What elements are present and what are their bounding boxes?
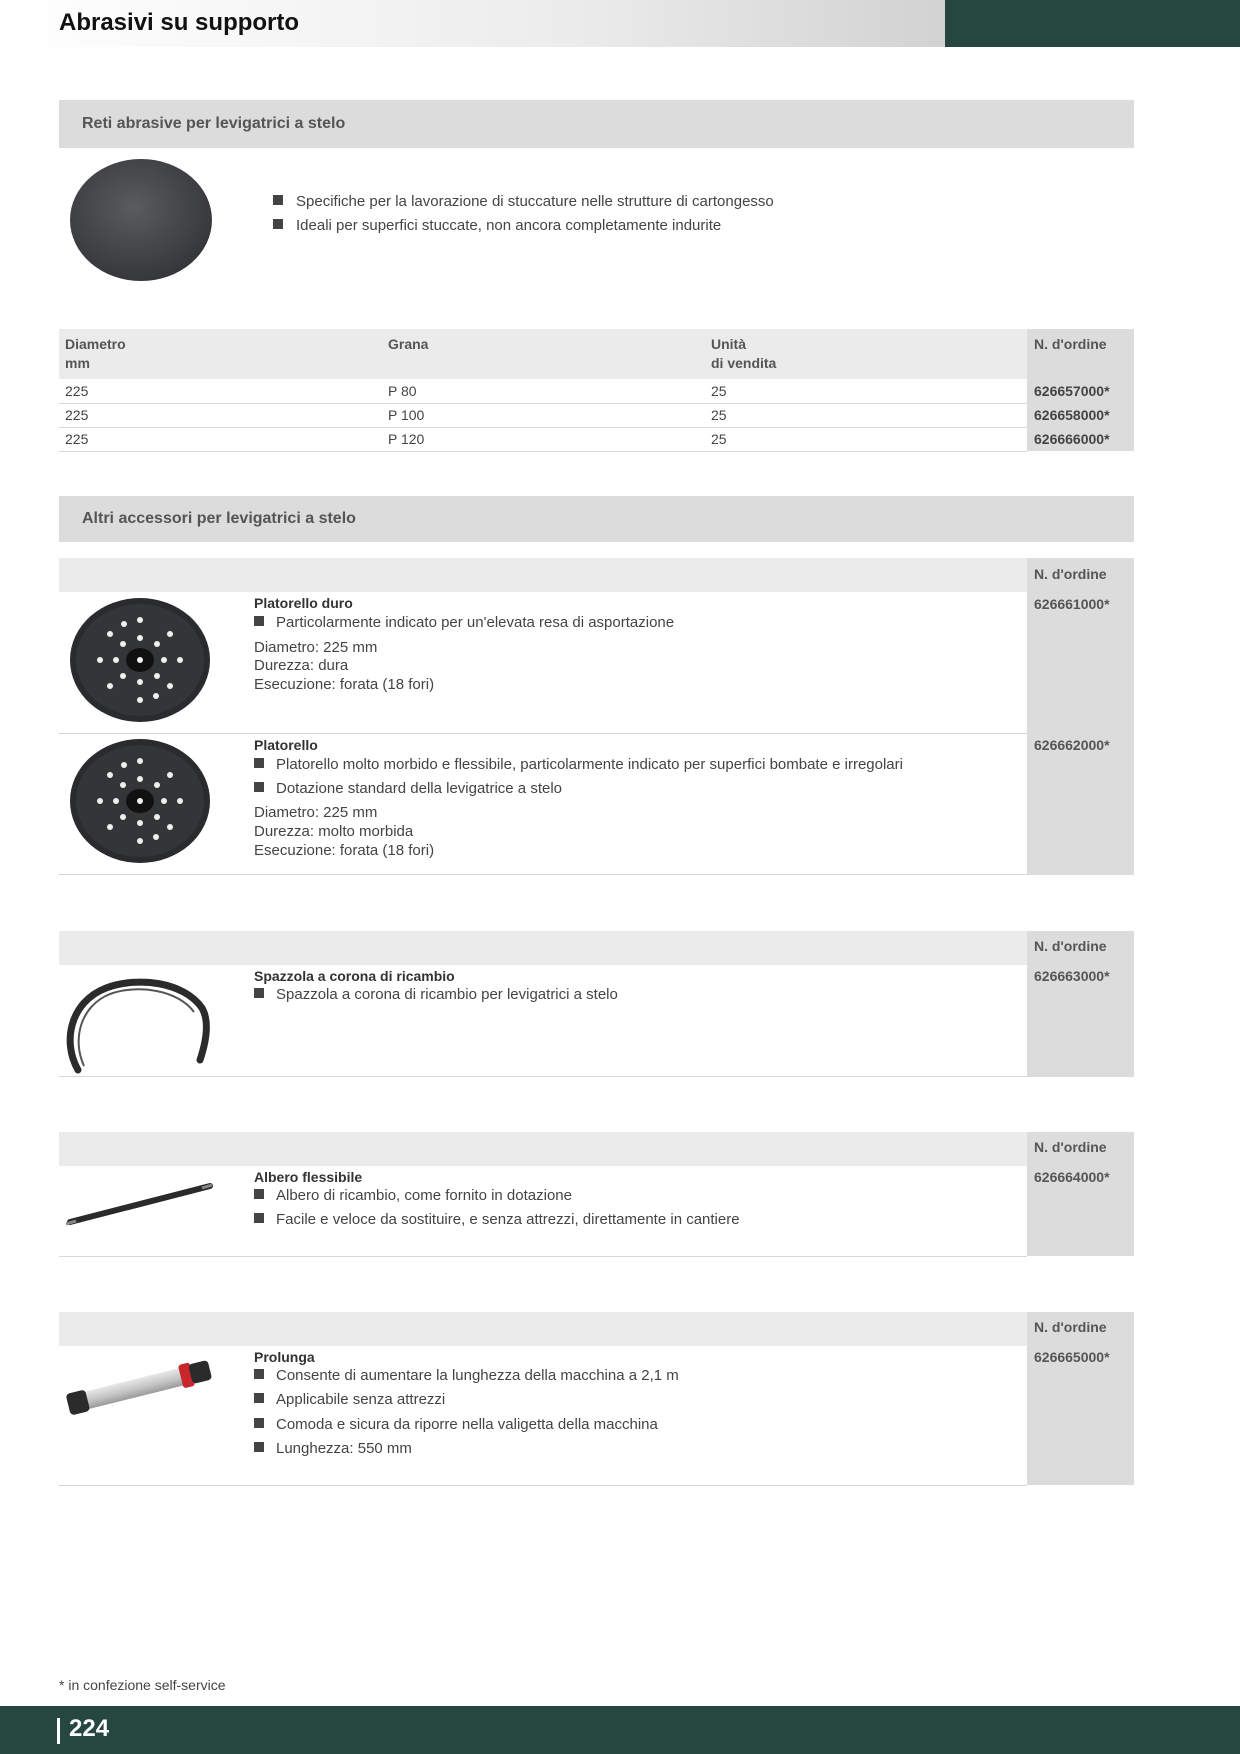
- product-spec: Diametro: 225 mm: [254, 804, 378, 821]
- hard-pad-image: [68, 596, 212, 724]
- bullet-square-icon: [254, 988, 264, 998]
- cell-diameter: 225: [65, 407, 89, 423]
- cell-unit: 25: [711, 407, 727, 423]
- ring-brush-image: [66, 972, 212, 1074]
- header-accent-block: [945, 0, 1240, 47]
- product-table-header: [59, 558, 1027, 592]
- cell-order: 626666000*: [1034, 431, 1110, 447]
- product-spec: Esecuzione: forata (18 fori): [254, 676, 435, 693]
- cell-unit: 25: [711, 383, 727, 399]
- flexible-shaft-image: [64, 1176, 214, 1230]
- order-number-column: [1027, 1312, 1134, 1485]
- product-spec: Durezza: dura: [254, 657, 349, 674]
- cell-order: 626658000*: [1034, 407, 1110, 423]
- row-divider: [59, 1256, 1027, 1257]
- product-bullet: Facile e veloce da sostituire, e senza attrezzi, direttamente in cantiere: [254, 1211, 740, 1228]
- product-bullet: Platorello molto morbido e flessibile, particolarmente indicato per superfici bombate e irregolari: [254, 756, 903, 773]
- product-name: Albero flessibile: [254, 1169, 363, 1185]
- row-divider: [59, 1485, 1027, 1486]
- bullet-square-icon: [254, 616, 264, 626]
- cell-unit: 25: [711, 431, 727, 447]
- bullet-square-icon: [273, 195, 283, 205]
- section1-bullet-1: Specifiche per la lavorazione di stuccature nelle strutture di cartongesso: [273, 193, 774, 210]
- page-number-divider: [57, 1718, 60, 1744]
- order-column-label: N. d'ordine: [1034, 938, 1107, 954]
- extension-image: [64, 1356, 216, 1418]
- cell-order: 626657000*: [1034, 383, 1110, 399]
- bullet-square-icon: [273, 219, 283, 229]
- bullet-square-icon: [254, 782, 264, 792]
- product-bullet: Applicabile senza attrezzi: [254, 1391, 445, 1408]
- row-divider: [59, 874, 1027, 875]
- abrasive-net-image: [68, 157, 214, 283]
- footnote: * in confezione self-service: [59, 1677, 226, 1693]
- col-header-diameter: Diametro mm: [65, 336, 126, 371]
- section-title: Altri accessori per levigatrici a stelo: [82, 510, 356, 527]
- col-header-grain: Grana: [388, 336, 429, 352]
- order-number: 626664000*: [1034, 1169, 1110, 1185]
- product-bullet: Consente di aumentare la lunghezza della macchina a 2,1 m: [254, 1367, 679, 1384]
- order-column-label: N. d'ordine: [1034, 1139, 1107, 1155]
- product-spec: Diametro: 225 mm: [254, 639, 378, 656]
- product-name: Spazzola a corona di ricambio: [254, 968, 455, 984]
- product-name: Platorello: [254, 737, 318, 753]
- order-column-label: N. d'ordine: [1034, 566, 1107, 582]
- product-bullet: Particolarmente indicato per un'elevata resa di asportazione: [254, 614, 674, 631]
- bullet-square-icon: [254, 1189, 264, 1199]
- bullet-square-icon: [254, 1393, 264, 1403]
- row-divider: [59, 427, 1027, 428]
- col-header-order: N. d'ordine: [1034, 336, 1107, 352]
- product-bullet: Spazzola a corona di ricambio per levigatrici a stelo: [254, 986, 618, 1003]
- order-number: 626661000*: [1034, 596, 1110, 612]
- cell-diameter: 225: [65, 383, 89, 399]
- product-spec: Durezza: molto morbida: [254, 823, 414, 840]
- bullet-square-icon: [254, 1213, 264, 1223]
- bullet-square-icon: [254, 1418, 264, 1428]
- cell-grain: P 80: [388, 383, 417, 399]
- section-bar-other-accessories: [59, 496, 1134, 542]
- product-table-header: [59, 1312, 1027, 1346]
- col-header-unit: Unità di vendita: [711, 336, 777, 371]
- bullet-square-icon: [254, 1369, 264, 1379]
- product-spec: Esecuzione: forata (18 fori): [254, 842, 435, 859]
- section1-bullet-2: Ideali per superfici stuccate, non ancora completamente indurite: [273, 217, 721, 234]
- product-table-header: [59, 1132, 1027, 1166]
- order-number: 626662000*: [1034, 737, 1110, 753]
- row-divider: [59, 403, 1027, 404]
- page-number: 224: [69, 1715, 110, 1742]
- product-bullet: Albero di ricambio, come fornito in dotazione: [254, 1187, 572, 1204]
- order-number: 626665000*: [1034, 1349, 1110, 1365]
- section-bar-abrasive-nets: [59, 100, 1134, 148]
- row-divider: [59, 451, 1027, 452]
- product-table-header: [59, 931, 1027, 965]
- soft-pad-image: [68, 737, 212, 865]
- order-column-label: N. d'ordine: [1034, 1319, 1107, 1335]
- product-bullet: Dotazione standard della levigatrice a stelo: [254, 780, 562, 797]
- cell-diameter: 225: [65, 431, 89, 447]
- cell-grain: P 120: [388, 431, 425, 447]
- order-number: 626663000*: [1034, 968, 1110, 984]
- footer-band: [0, 1706, 1240, 1754]
- bullet-square-icon: [254, 758, 264, 768]
- product-name: Platorello duro: [254, 595, 353, 611]
- page-title: Abrasivi su supporto: [59, 9, 300, 36]
- row-divider: [59, 1076, 1027, 1077]
- product-bullet: Lunghezza: 550 mm: [254, 1440, 412, 1457]
- bullet-square-icon: [254, 1442, 264, 1452]
- table-header-row: [59, 329, 1027, 379]
- cell-grain: P 100: [388, 407, 425, 423]
- section-title: Reti abrasive per levigatrici a stelo: [82, 115, 346, 132]
- product-name: Prolunga: [254, 1349, 315, 1365]
- product-bullet: Comoda e sicura da riporre nella valigetta della macchina: [254, 1416, 658, 1433]
- row-divider: [59, 733, 1027, 734]
